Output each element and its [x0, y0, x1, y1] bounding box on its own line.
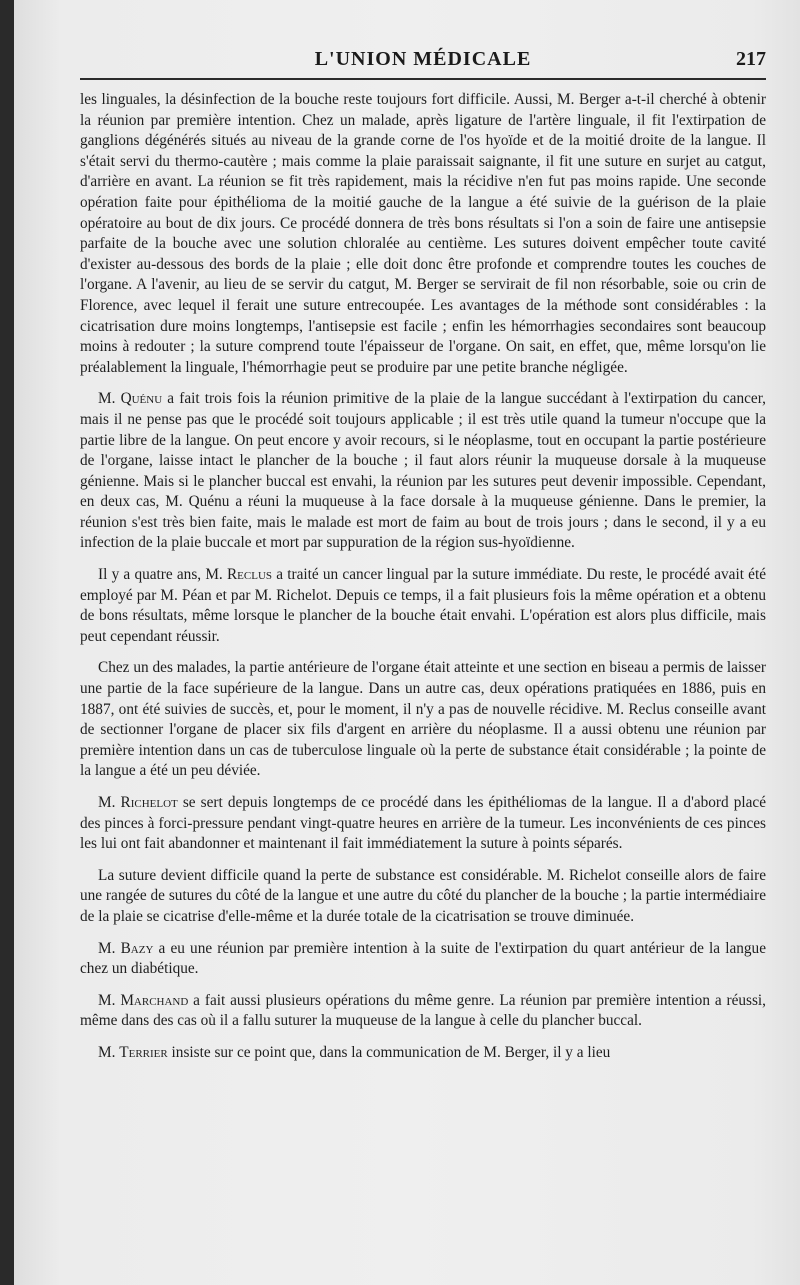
paragraph-marchand: [80, 991, 766, 1032]
title-prefix: M.: [98, 794, 121, 811]
title-prefix: M.: [98, 939, 121, 957]
surgeon-name: Marchand: [120, 991, 189, 1009]
surgeon-name: Reclus: [226, 566, 273, 584]
paragraph-berger: [80, 90, 766, 378]
paragraph-text: a fait trois fois la réunion primitive de la plaie de la langue succédant à l'extirpation du cancer, mais il ne pense pas que le procédé soit toujours applicable ; il est très utile quand la tumeur n'occupe que la partie libre de la langue. On peut encore y avoir recours, si le néoplasme, tout en occupant la partie postérieure de l'organe, laisse intact le plancher de la bouche ; il faut alors réunir la muqueuse dorsale à la muqueuse génienne. Mais si le plancher buccal est envahi, la réunion par les sutures peut devenir impossible. Cependant, en deux cas, M. Quénu a réuni la muqueuse à la face dorsale à la muqueuse génienne. Dans le premier, la réunion s'est très bien faite, mais le malade est mort de faim au bout de trois jours ; dans le second, il y a eu infection de la plaie buccale et mort par suppuration de la région sus-hyoïdienne.: [80, 390, 766, 552]
paragraph-text: La suture devient difficile quand la perte de substance est considérable. M. Richelot conseille alors de faire une rangée de sutures du côté de la langue et une autre du côté du plancher de la bouche ; la partie intermédiaire de la plaie se cicatrise d'elle-même et la durée totale de la cicatrisation se trouve diminuée.: [80, 866, 766, 925]
surgeon-name: Richelot: [120, 794, 178, 811]
paragraph-text: se sert depuis longtemps de ce procédé dans les épithéliomas de la langue. Il a d'abord placé des pinces à forci-pressure pendant vingt-quatre heures en arrière de la tumeur. Les inconvénients de ces pinces les lui ont fait abandonner et maintenant il fait immédiatement la suture à points séparés.: [80, 794, 767, 853]
paragraph-reclus: [80, 565, 766, 647]
paragraph-text: Chez un des malades, la partie antérieure de l'organe était atteinte et une section en biseau a permis de laisser une partie de la face supérieure de la langue. Dans un autre cas, deux opérations pratiquées en 1886, puis en 1887, ont été suivies de succès, et, pour le moment, il n'y a pas de nouvelle récidive. M. Reclus conseille avant de sectionner l'organe de placer six fils d'argent en arrière du néoplasme. Il a aussi obtenu une réunion par première intention dans un cas de tuberculose linguale où la perte de substance était considérable ; la pointe de la langue a été un peu déviée.: [80, 659, 766, 780]
title-prefix: M.: [98, 390, 121, 408]
document-page: [14, 0, 800, 1285]
journal-title: L'UNION MÉDICALE: [314, 48, 532, 70]
paragraph-reclus-cases: [80, 658, 766, 782]
paragraph-bazy: [80, 939, 766, 980]
paragraph-text: les linguales, la désinfection de la bouche reste toujours fort difficile. Aussi, M. Berger a-t-il cherché à obtenir la réunion par première intention. Chez un malade, après ligature de l'artère linguale, il fit l'extirpation de ganglions dégénérés situés au niveau de la grande corne de l'os hyoïde et de la moitié droite de la langue. Il s'était servi du thermo-cautère ; mais comme la plaie paraissait saignante, il fit une suture en surjet au catgut, d'arrière en avant. La réunion se fit très rapidement, mais la récidive n'en fut pas moins rapide. Une seconde opération faite pour épithélioma de la moitié gauche de la langue a été suivie de la guérison de la plaie opératoire au bout de dix jours. Ce procédé donnera de très bons résultats si l'on a soin de faire une antisepsie parfaite de la bouche avec une solution chloralée au centième. Les sutures doivent empêcher toute cavité d'exister au-dessous des bords de la plaie ; elle doit donc être profonde et comprendre toutes les couches de l'organe. A l'avenir, au lieu de se servir du catgut, M. Berger se servirait de fil non résorbable, soie ou crin de Florence, avec lequel il ferait une suture entrecoupée. Les avantages de la méthode sont considérables : la cicatrisation dure moins longtemps, l'antisepsie est facile ; enfin les hémorrhagies secondaires sont beaucoup moins à redouter ; la suture comprend toute l'épaisseur de l'organe. On sait, en effet, que, même lorsqu'on lie préalablement la linguale, l'hémorrhagie peut se produire par une petite branche négligée.: [80, 91, 766, 376]
title-prefix: M.: [98, 1043, 120, 1061]
paragraph-text: insiste sur ce point que, dans la communication de M. Berger, il y a lieu: [167, 1043, 611, 1061]
paragraph-text: a fait aussi plusieurs opérations du même genre. La réunion par première intention a réussi, même dans des cas où il a fallu suturer la muqueuse de la langue à celle du plancher buccal.: [80, 991, 767, 1030]
surgeon-name: Bazy: [120, 939, 154, 957]
surgeon-name: Quénu: [120, 390, 163, 408]
paragraph-quenu: [80, 389, 766, 554]
surgeon-name: Terrier: [119, 1043, 168, 1061]
paragraph-terrier: [80, 1043, 766, 1064]
page-header: [80, 40, 766, 80]
paragraph-richelot-suture: [80, 866, 766, 928]
title-prefix: M.: [98, 991, 121, 1009]
page-number: 217: [736, 48, 766, 70]
header-rule: [80, 78, 766, 80]
paragraph-text: a eu une réunion par première intention à la suite de l'extirpation du quart antérieur de la langue chez un diabétique.: [80, 939, 766, 978]
article-body: [80, 90, 766, 1075]
paragraph-prefix: Il y a quatre ans, M.: [98, 566, 227, 584]
paragraph-text: a traité un cancer lingual par la suture immédiate. Du reste, le procédé avait été employé par M. Péan et par M. Richelot. Depuis ce temps, il a fait plusieurs fois la même opération et a obtenu de bons résultats, même lorsque le plancher de la bouche était envahi. L'opération est alors plus difficile, mais peut cependant réussir.: [80, 566, 767, 645]
paragraph-richelot: [80, 793, 766, 855]
